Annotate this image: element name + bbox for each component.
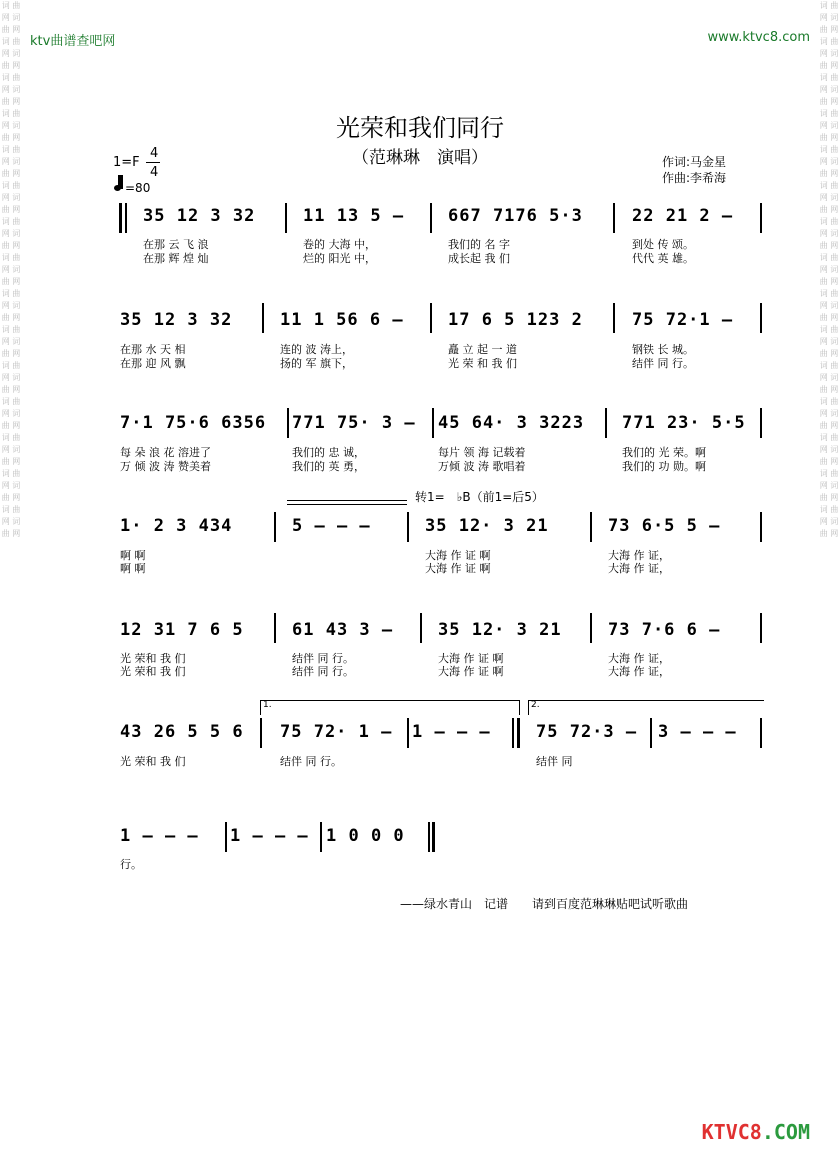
measure-notes: 771 23· 5·5 (622, 413, 746, 433)
logo-text: KTVC8 (701, 1120, 762, 1144)
lyric-line-1: 在那 水 天 相 (120, 343, 186, 356)
barline (125, 203, 127, 233)
measure-notes: 771 75· 3 – (292, 413, 416, 433)
site-name-left[interactable]: ktv曲谱查吧网 (30, 34, 116, 49)
quarter-note-head-icon (114, 185, 121, 191)
lyric-line-1: 连的 波 涛上， (280, 343, 353, 356)
measure-notes: 11 1 56 6 – (280, 310, 404, 330)
lyric-line-2: 光 荣和 我 们 (120, 665, 186, 678)
lyric-line-2: 大海 作 证 啊 (438, 665, 504, 678)
measure-notes: 1 – – – (230, 826, 309, 846)
repeat-start-bar (119, 203, 122, 233)
lyric-line-1: 大海 作 证， (608, 652, 670, 665)
barline (760, 512, 762, 542)
lyric-line-1: 在那 云 飞 浪 (143, 238, 209, 251)
measure-notes: 22 21 2 – (632, 206, 734, 226)
barline (760, 203, 762, 233)
lyric-line-2: 成长起 我 们 (448, 252, 510, 265)
lyric-line-2: 结伴 同 行。 (632, 357, 694, 370)
measure-notes: 35 12· 3 21 (438, 620, 562, 640)
measure-notes: 73 6·5 5 – (608, 516, 721, 536)
measure-notes: 667 7176 5·3 (448, 206, 583, 226)
tie-line (287, 500, 407, 501)
barline (407, 512, 409, 542)
repeat-end-bar (517, 718, 520, 748)
lyric-line-2: 扬的 军 旗下， (280, 357, 353, 370)
lyric-line-2: 在那 辉 煌 灿 (143, 252, 209, 265)
barline (274, 512, 276, 542)
lyric-line-1: 行。 (120, 858, 142, 871)
lyric-line-2: 在那 迎 风 飘 (120, 357, 186, 370)
measure-notes: 61 43 3 – (292, 620, 394, 640)
final-bar (432, 822, 435, 852)
lyric-line-2: 结伴 同 行。 (292, 665, 354, 678)
measure-notes: 43 26 5 5 6 (120, 722, 244, 742)
measure-notes: 7·1 75·6 6356 (120, 413, 267, 433)
measure-notes: 1 – – – (120, 826, 199, 846)
lyric-line-1: 卷的 大海 中， (303, 238, 376, 251)
volta-bracket-2 (528, 700, 764, 715)
lyric-line-2: 大海 作 证 啊 (425, 562, 491, 575)
measure-notes: 11 13 5 – (303, 206, 405, 226)
key-signature: 1=F (113, 155, 140, 170)
lyric-line-1: 我们的 名 字 (448, 238, 510, 251)
barline (760, 613, 762, 643)
lyric-line-1: 到处 传 颂。 (632, 238, 694, 251)
logo-domain: .COM (761, 1120, 810, 1144)
measure-notes: 35 12 3 32 (143, 206, 256, 226)
barline (260, 718, 262, 748)
barline (613, 303, 615, 333)
site-url-right[interactable]: www.ktvc8.com (707, 30, 810, 45)
barline (420, 613, 422, 643)
barline (430, 203, 432, 233)
watermark-strip-left: 词 曲 网 词 曲 网 词 曲 网 词 曲 网 词 曲 网 词 曲 网 词 曲 网 词 曲 网 词 曲 网 词 曲 网 词 曲 网 词 曲 网 词 曲 网 词 曲 网 词 曲 网 词 曲 网 词 曲 网 词 曲 网 词 曲 网 词 曲 网 词 曲 网 词 曲 网 词 曲 网 词 曲 网 词 曲 网 词 曲 网 词 曲 网 词 曲 网 词 曲 网 词 曲 网 (1, 1, 21, 538)
lyric-line-1: 我们的 光 荣。啊 (622, 446, 706, 459)
measure-notes: 45 64· 3 3223 (438, 413, 585, 433)
volta-label-2: 2. (531, 700, 540, 710)
barline (760, 718, 762, 748)
lyric-line-2: 大海 作 证， (608, 562, 670, 575)
time-signature-top: 4 (150, 146, 159, 161)
measure-notes: 17 6 5 123 2 (448, 310, 583, 330)
lyric-line-1: 矗 立 起 一 道 (448, 343, 517, 356)
song-subtitle: （范琳琳 演唱） (352, 148, 488, 168)
song-title: 光荣和我们同行 (336, 114, 504, 142)
barline (432, 408, 434, 438)
time-signature-bottom: 4 (150, 165, 159, 180)
barline (760, 303, 762, 333)
lyric-line-1: 光 荣和 我 们 (120, 755, 186, 768)
lyric-line-2: 万倾 波 涛 歌唱着 (438, 460, 526, 473)
measure-notes: 75 72·1 – (632, 310, 734, 330)
measure-notes: 1 0 0 0 (326, 826, 405, 846)
lyric-line-1: 大海 作 证 啊 (425, 549, 491, 562)
lyric-line-1: 结伴 同 (536, 755, 573, 768)
transcription-credit: ——绿水青山 记谱 请到百度范琳琳贴吧试听歌曲 (400, 897, 689, 911)
ktvc8-logo (702, 1120, 810, 1144)
measure-notes: 3 – – – (658, 722, 737, 742)
barline (605, 408, 607, 438)
measure-notes: 35 12 3 32 (120, 310, 233, 330)
lyric-line-2: 代代 英 雄。 (632, 252, 694, 265)
measure-notes: 75 72·3 – (536, 722, 638, 742)
lyric-line-1: 结伴 同 行。 (280, 755, 342, 768)
lyric-line-2: 烂的 阳光 中， (303, 252, 376, 265)
key-modulation: 转1= ♭B（前1=后5） (415, 490, 544, 504)
measure-notes: 1· 2 3 434 (120, 516, 233, 536)
volta-bracket-1 (260, 700, 520, 715)
lyric-line-1: 光 荣和 我 们 (120, 652, 186, 665)
measure-notes: 35 12· 3 21 (425, 516, 549, 536)
measure-notes: 73 7·6 6 – (608, 620, 721, 640)
lyric-line-2: 万 倾 波 涛 赞美着 (120, 460, 211, 473)
time-signature-line (146, 162, 160, 163)
barline (320, 822, 322, 852)
barline (590, 512, 592, 542)
lyric-line-2: 大海 作 证， (608, 665, 670, 678)
measure-notes: 1 – – – (412, 722, 491, 742)
composer-credit: 作曲:李希海 (662, 171, 727, 185)
lyricist-credit: 作词:马金星 (662, 155, 727, 169)
tie-line (287, 504, 407, 505)
barline (650, 718, 652, 748)
barline (430, 303, 432, 333)
measure-notes: 5 – – – (292, 516, 371, 536)
lyric-line-1: 啊 啊 (120, 549, 146, 562)
barline (262, 303, 264, 333)
repeat-end-bar (512, 718, 514, 748)
lyric-line-2: 光 荣 和 我 们 (448, 357, 517, 370)
volta-label-1: 1. (263, 700, 272, 710)
lyric-line-1: 我们的 忠 诚， (292, 446, 365, 459)
barline (613, 203, 615, 233)
watermark-strip-right: 词 曲 网 词 曲 网 词 曲 网 词 曲 网 词 曲 网 词 曲 网 词 曲 网 词 曲 网 词 曲 网 词 曲 网 词 曲 网 词 曲 网 词 曲 网 词 曲 网 词 曲 网 词 曲 网 词 曲 网 词 曲 网 词 曲 网 词 曲 网 词 曲 网 词 曲 网 词 曲 网 词 曲 网 词 曲 网 词 曲 网 词 曲 网 词 曲 网 词 曲 网 词 曲 网 (819, 1, 839, 538)
lyric-line-1: 大海 作 证 啊 (438, 652, 504, 665)
barline (760, 408, 762, 438)
lyric-line-2: 我们的 功 勋。啊 (622, 460, 706, 473)
final-bar (428, 822, 430, 852)
barline (225, 822, 227, 852)
measure-notes: 12 31 7 6 5 (120, 620, 244, 640)
lyric-line-2: 啊 啊 (120, 562, 146, 575)
measure-notes: 75 72· 1 – (280, 722, 393, 742)
barline (287, 408, 289, 438)
lyric-line-1: 每 朵 浪 花 溶进了 (120, 446, 211, 459)
lyric-line-1: 钢铁 长 城。 (632, 343, 694, 356)
tempo-marking: =80 (125, 181, 151, 195)
lyric-line-1: 结伴 同 行。 (292, 652, 354, 665)
barline (590, 613, 592, 643)
lyric-line-1: 每片 领 海 记载着 (438, 446, 526, 459)
barline (274, 613, 276, 643)
lyric-line-1: 大海 作 证， (608, 549, 670, 562)
lyric-line-2: 我们的 英 勇， (292, 460, 365, 473)
barline (407, 718, 409, 748)
barline (285, 203, 287, 233)
